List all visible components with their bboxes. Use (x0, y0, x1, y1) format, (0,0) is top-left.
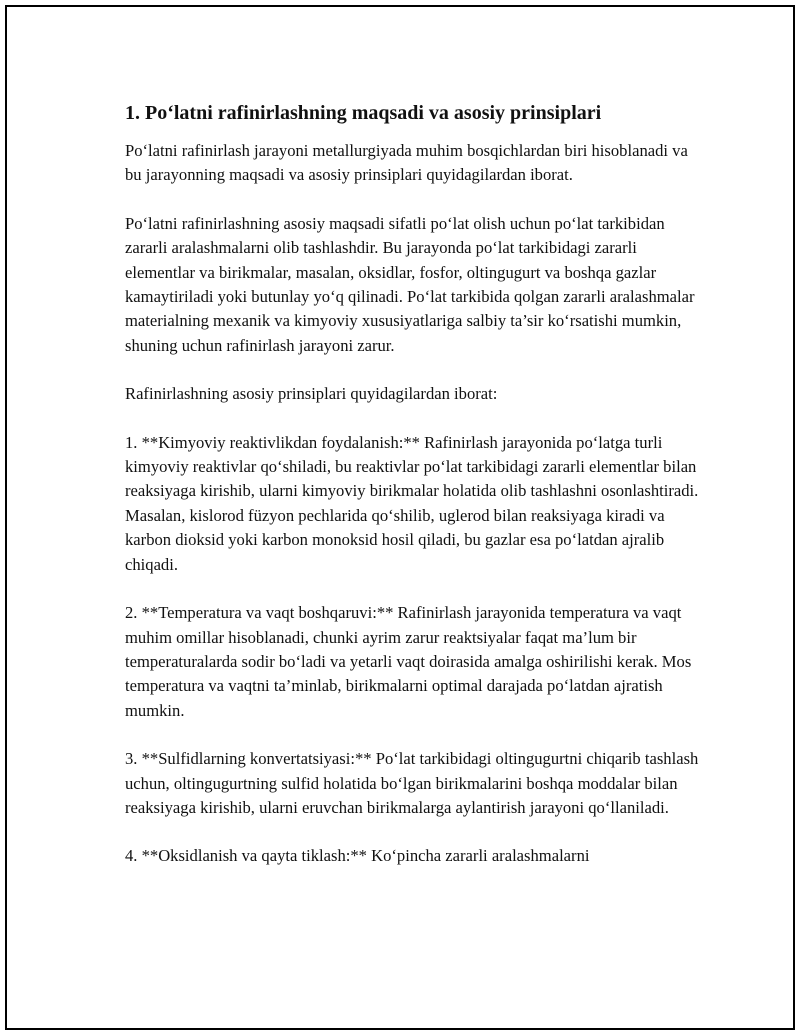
paragraph-principles-intro: Rafinirlashning asosiy prinsiplari quyidagilardan iborat: (125, 384, 498, 404)
paragraph-principle-4: 4. **Oksidlanish va qayta tiklash:** Ko‘pincha zararli aralashmalarni (125, 846, 590, 866)
paragraph-purpose: Po‘latni rafinirlashning asosiy maqsadi sifatli po‘lat olish uchun po‘lat tarkibidan zararli aralashmalarni olib tashlashdir. Bu jarayonda po‘lat tarkibidagi zararli elementlar va birikmalar, masalan, oksidlar, fosfor, oltingugurt va boshqa gazlar kamaytiriladi yoki butunlay yo‘q qilinadi. Po‘lat tarkibida qolgan zararli aralashmalar materialning mexanik va kimyoviy xususiyatlariga salbiy ta’sir ko‘rsatishi mumkin, shuning uchun rafinirlash jarayoni zarur. (125, 213, 695, 355)
paragraph-principle-1: 1. **Kimyoviy reaktivlikdan foydalanish:** Rafinirlash jarayonida po‘latga turli kimyoviy reaktivlar qo‘shiladi, bu reaktivlar po‘lat tarkibidagi zararli elementlar bilan reaksiyaga kirishib, ularni kimyoviy birikmalar holatida olib tashlashni osonlashtiradi. Masalan, kislorod füzyon pechlarida qo‘shilib, uglerod bilan reaksiyaga kiradi va karbon dioksid yoki karbon monoksid hosil qiladi, bu gazlar esa po‘latdan ajralib chiqadi. (125, 432, 699, 574)
document-body (119, 99, 699, 893)
paragraph-intro: Po‘latni rafinirlash jarayoni metallurgiyada muhim bosqichlardan biri hisoblanadi va bu jarayonning maqsadi va asosiy prinsiplari quyidagilardan iborat. (125, 141, 688, 185)
document-page (5, 5, 795, 1030)
paragraph-principle-3: 3. **Sulfidlarning konvertatsiyasi:** Po‘lat tarkibidagi oltingugurtni chiqarib tashlash uchun, oltingugurtning sulfid holatida bo‘lgan birikmalarini boshqa moddalar bilan reaksiyaga kirishib, ularni eruvchan birikmalarga aylantirish jarayoni qo‘llaniladi. (125, 749, 699, 817)
paragraph-principle-2: 2. **Temperatura va vaqt boshqaruvi:** Rafinirlash jarayonida temperatura va vaqt muhim omillar hisoblanadi, chunki ayrim zarur reaktsiyalar faqat ma’lum bir temperaturalarda sodir bo‘ladi va yetarli vaqt doirasida amalga oshirilishi kerak. Mos temperatura va vaqtni ta’minlab, birikmalarni optimal darajada po‘latdan ajratish mumkin. (125, 603, 692, 720)
section-heading: 1. Po‘latni rafinirlashning maqsadi va asosiy prinsiplari (125, 102, 602, 124)
